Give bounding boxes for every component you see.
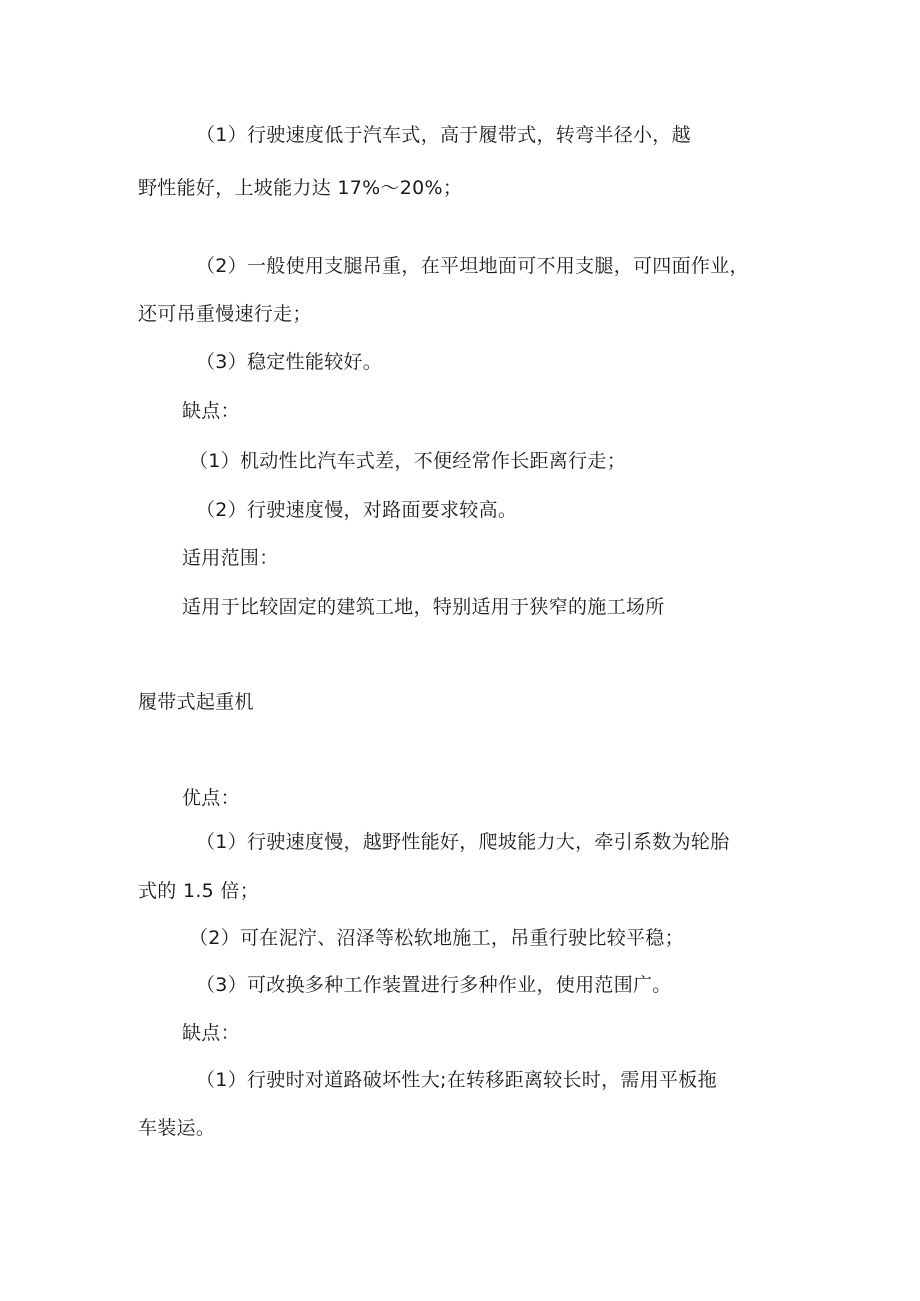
text-line: 野性能好，上坡能力达 17%～20%； [138,177,463,199]
text-line: （1）行驶速度低于汽车式，高于履带式，转弯半径小，越 [196,124,691,146]
text-line: （1）机动性比汽车式差，不便经常作长距离行走； [189,450,626,472]
text-line: （2）行驶速度慢，对路面要求较高。 [196,499,518,521]
text-line: （3）可改换多种工作装置进行多种作业，使用范围广。 [196,974,672,996]
text-line: 适用于比较固定的建筑工地，特别适用于狭窄的施工场所 [182,596,665,618]
text-line: 车装运。 [138,1117,216,1139]
section-label: 适用范围： [182,547,279,569]
text-line: （1）行驶时对道路破坏性大;在转移距离较长时，需用平板拖 [196,1069,717,1091]
section-label: 缺点： [182,1022,240,1044]
section-heading: 履带式起重机 [138,691,254,713]
text-line: 式的 1.5 倍； [138,880,259,902]
text-line: （2）一般使用支腿吊重，在平坦地面可不用支腿，可四面作业， [196,255,749,277]
text-line: 还可吊重慢速行走； [138,303,312,325]
section-label: 缺点： [182,400,240,422]
text-line: （3）稳定性能较好。 [196,351,383,373]
section-label: 优点： [182,787,240,809]
text-line: （1）行驶速度慢，越野性能好，爬坡能力大，牵引系数为轮胎 [196,831,730,853]
text-line: （2）可在泥泞、沼泽等松软地施工，吊重行驶比较平稳； [189,927,684,949]
